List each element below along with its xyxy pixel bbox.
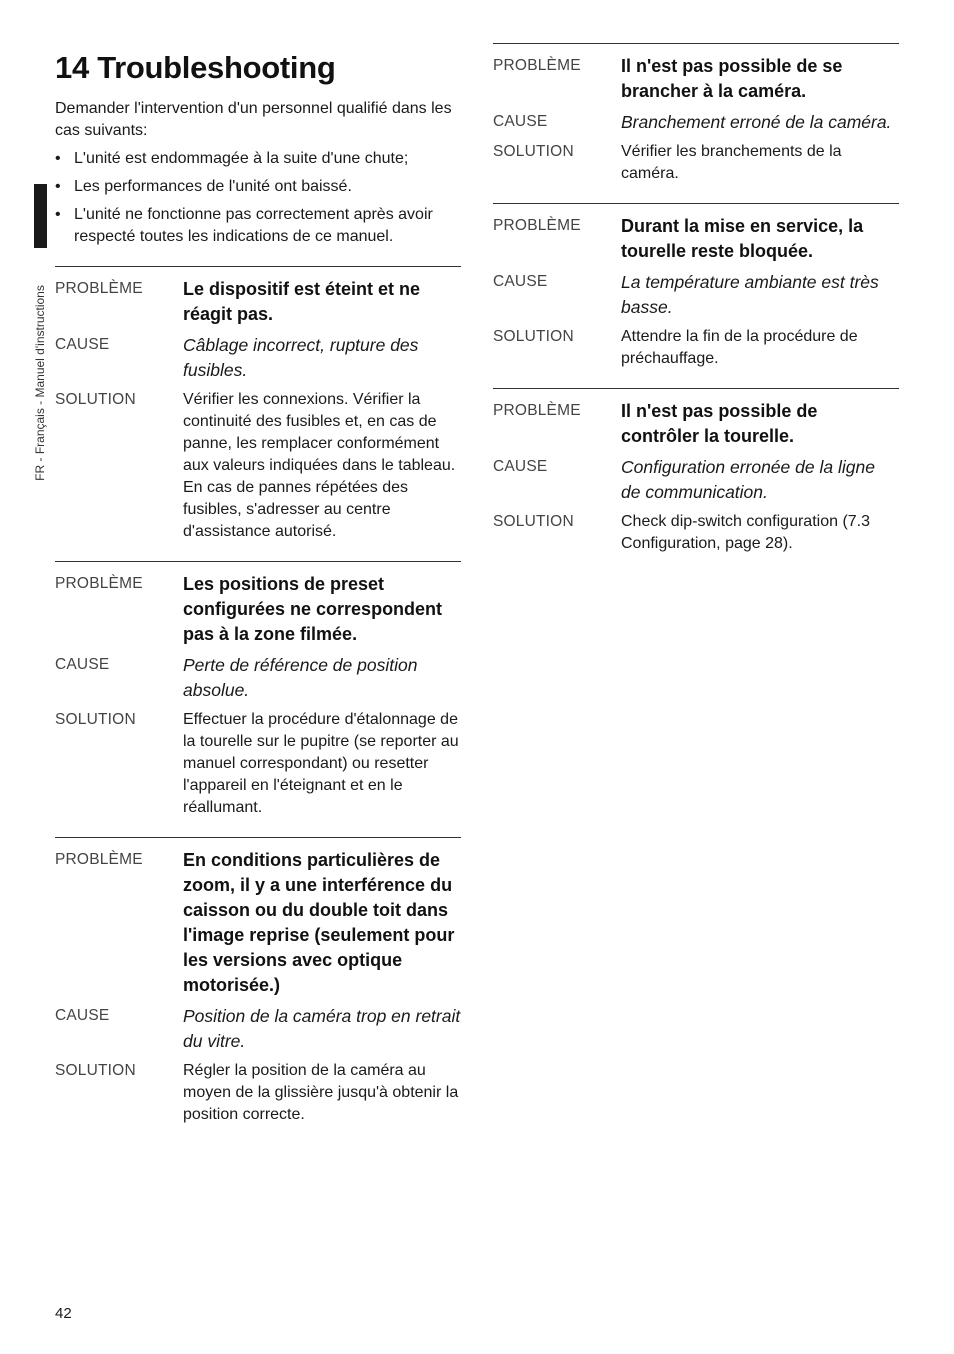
problem-text: Il n'est pas possible de contrôler la tourelle.	[621, 401, 818, 446]
left-column	[55, 50, 461, 1144]
bullet-list	[55, 148, 461, 248]
solution-row	[493, 511, 899, 555]
problem-row	[493, 54, 899, 104]
problem-row	[493, 399, 899, 449]
problem-text: Le dispositif est éteint et ne réagit pas.	[183, 279, 421, 324]
intro-text: Demander l'intervention d'un personnel qualifié dans les cas suivants:	[55, 100, 452, 139]
solution-row	[55, 389, 461, 543]
solution-text: Effectuer la procédure d'étalonnage de la tourelle sur le pupitre (se reporter au manuel correspondant) ou resetter l'appareil en l'éteignant et en le réallumant.	[183, 711, 459, 816]
cause-row	[493, 110, 899, 135]
troubleshooting-block	[55, 561, 461, 837]
solution-text: Attendre la fin de la procédure de préchauffage.	[621, 328, 858, 367]
bullet-dot: •	[55, 206, 61, 223]
solution-row	[55, 709, 461, 819]
cause-label: CAUSE	[493, 458, 548, 475]
problem-row	[55, 277, 461, 327]
side-tab-marker	[34, 184, 47, 248]
solution-label: SOLUTION	[55, 711, 136, 728]
cause-label: CAUSE	[55, 1007, 110, 1024]
problem-label: PROBLÈME	[55, 575, 143, 592]
problem-text: Il n'est pas possible de se brancher à la caméra.	[621, 56, 843, 101]
cause-text: Câblage incorrect, rupture des fusibles.	[183, 335, 419, 380]
side-language-label: FR - Français - Manuel d'instructions	[33, 285, 47, 481]
solution-row	[55, 1060, 461, 1126]
list-item	[55, 176, 461, 198]
bullet-dot: •	[55, 150, 61, 167]
cause-row	[55, 1004, 461, 1054]
cause-text: La température ambiante est très basse.	[621, 272, 879, 317]
problem-text: Durant la mise en service, la tourelle reste bloquée.	[621, 216, 864, 261]
solution-label: SOLUTION	[493, 328, 574, 345]
solution-row	[493, 141, 899, 185]
solution-label: SOLUTION	[55, 1062, 136, 1079]
solution-label: SOLUTION	[55, 391, 136, 408]
cause-text: Configuration erronée de la ligne de communication.	[621, 457, 875, 502]
problem-label: PROBLÈME	[55, 280, 143, 297]
cause-label: CAUSE	[493, 273, 548, 290]
problem-row	[493, 214, 899, 264]
problem-text: Les positions de preset configurées ne correspondent pas à la zone filmée.	[183, 574, 443, 644]
cause-label: CAUSE	[55, 656, 110, 673]
troubleshooting-block	[493, 203, 899, 388]
list-item	[55, 148, 461, 170]
problem-label: PROBLÈME	[55, 851, 143, 868]
cause-row	[493, 270, 899, 320]
problem-label: PROBLÈME	[493, 217, 581, 234]
cause-label: CAUSE	[55, 336, 110, 353]
solution-label: SOLUTION	[493, 513, 574, 530]
problem-label: PROBLÈME	[493, 57, 581, 74]
solution-text: Vérifier les connexions. Vérifier la continuité des fusibles et, en cas de panne, les remplacer conformément aux valeurs indiquées dans le tableau. En cas de pannes répétées des fusibles, s'adresser au centre d'assistance autorisé.	[183, 391, 456, 540]
page-title: 14 Troubleshooting	[55, 50, 336, 85]
solution-text: Check dip-switch configuration (7.3 Configuration, page 28).	[621, 513, 871, 552]
bullet-text: Les performances de l'unité ont baissé.	[74, 178, 352, 195]
troubleshooting-block	[493, 388, 899, 573]
troubleshooting-block	[493, 43, 899, 203]
solution-text: Régler la position de la caméra au moyen de la glissière jusqu'à obtenir la position correcte.	[183, 1062, 459, 1123]
cause-row	[55, 653, 461, 703]
cause-text: Position de la caméra trop en retrait du vitre.	[183, 1006, 461, 1051]
cause-text: Perte de référence de position absolue.	[183, 655, 418, 700]
bullet-dot: •	[55, 178, 61, 195]
problem-row	[55, 848, 461, 998]
cause-text: Branchement erroné de la caméra.	[621, 112, 892, 132]
solution-label: SOLUTION	[493, 143, 574, 160]
troubleshooting-block	[55, 266, 461, 561]
problem-label: PROBLÈME	[493, 402, 581, 419]
bullet-text: L'unité ne fonctionne pas correctement après avoir respecté toutes les indications de ce manuel.	[74, 206, 433, 245]
bullet-text: L'unité est endommagée à la suite d'une chute;	[74, 150, 409, 167]
cause-label: CAUSE	[493, 113, 548, 130]
solution-row	[493, 326, 899, 370]
list-item	[55, 204, 461, 248]
cause-row	[493, 455, 899, 505]
troubleshooting-block	[55, 837, 461, 1144]
cause-row	[55, 333, 461, 383]
right-column	[493, 43, 899, 573]
page-number: 42	[55, 1305, 72, 1322]
problem-row	[55, 572, 461, 647]
problem-text: En conditions particulières de zoom, il y a une interférence du caisson ou du double toit dans l'image reprise (seulement pour les versions avec optique motorisée.)	[183, 850, 455, 995]
solution-text: Vérifier les branchements de la caméra.	[621, 143, 842, 182]
